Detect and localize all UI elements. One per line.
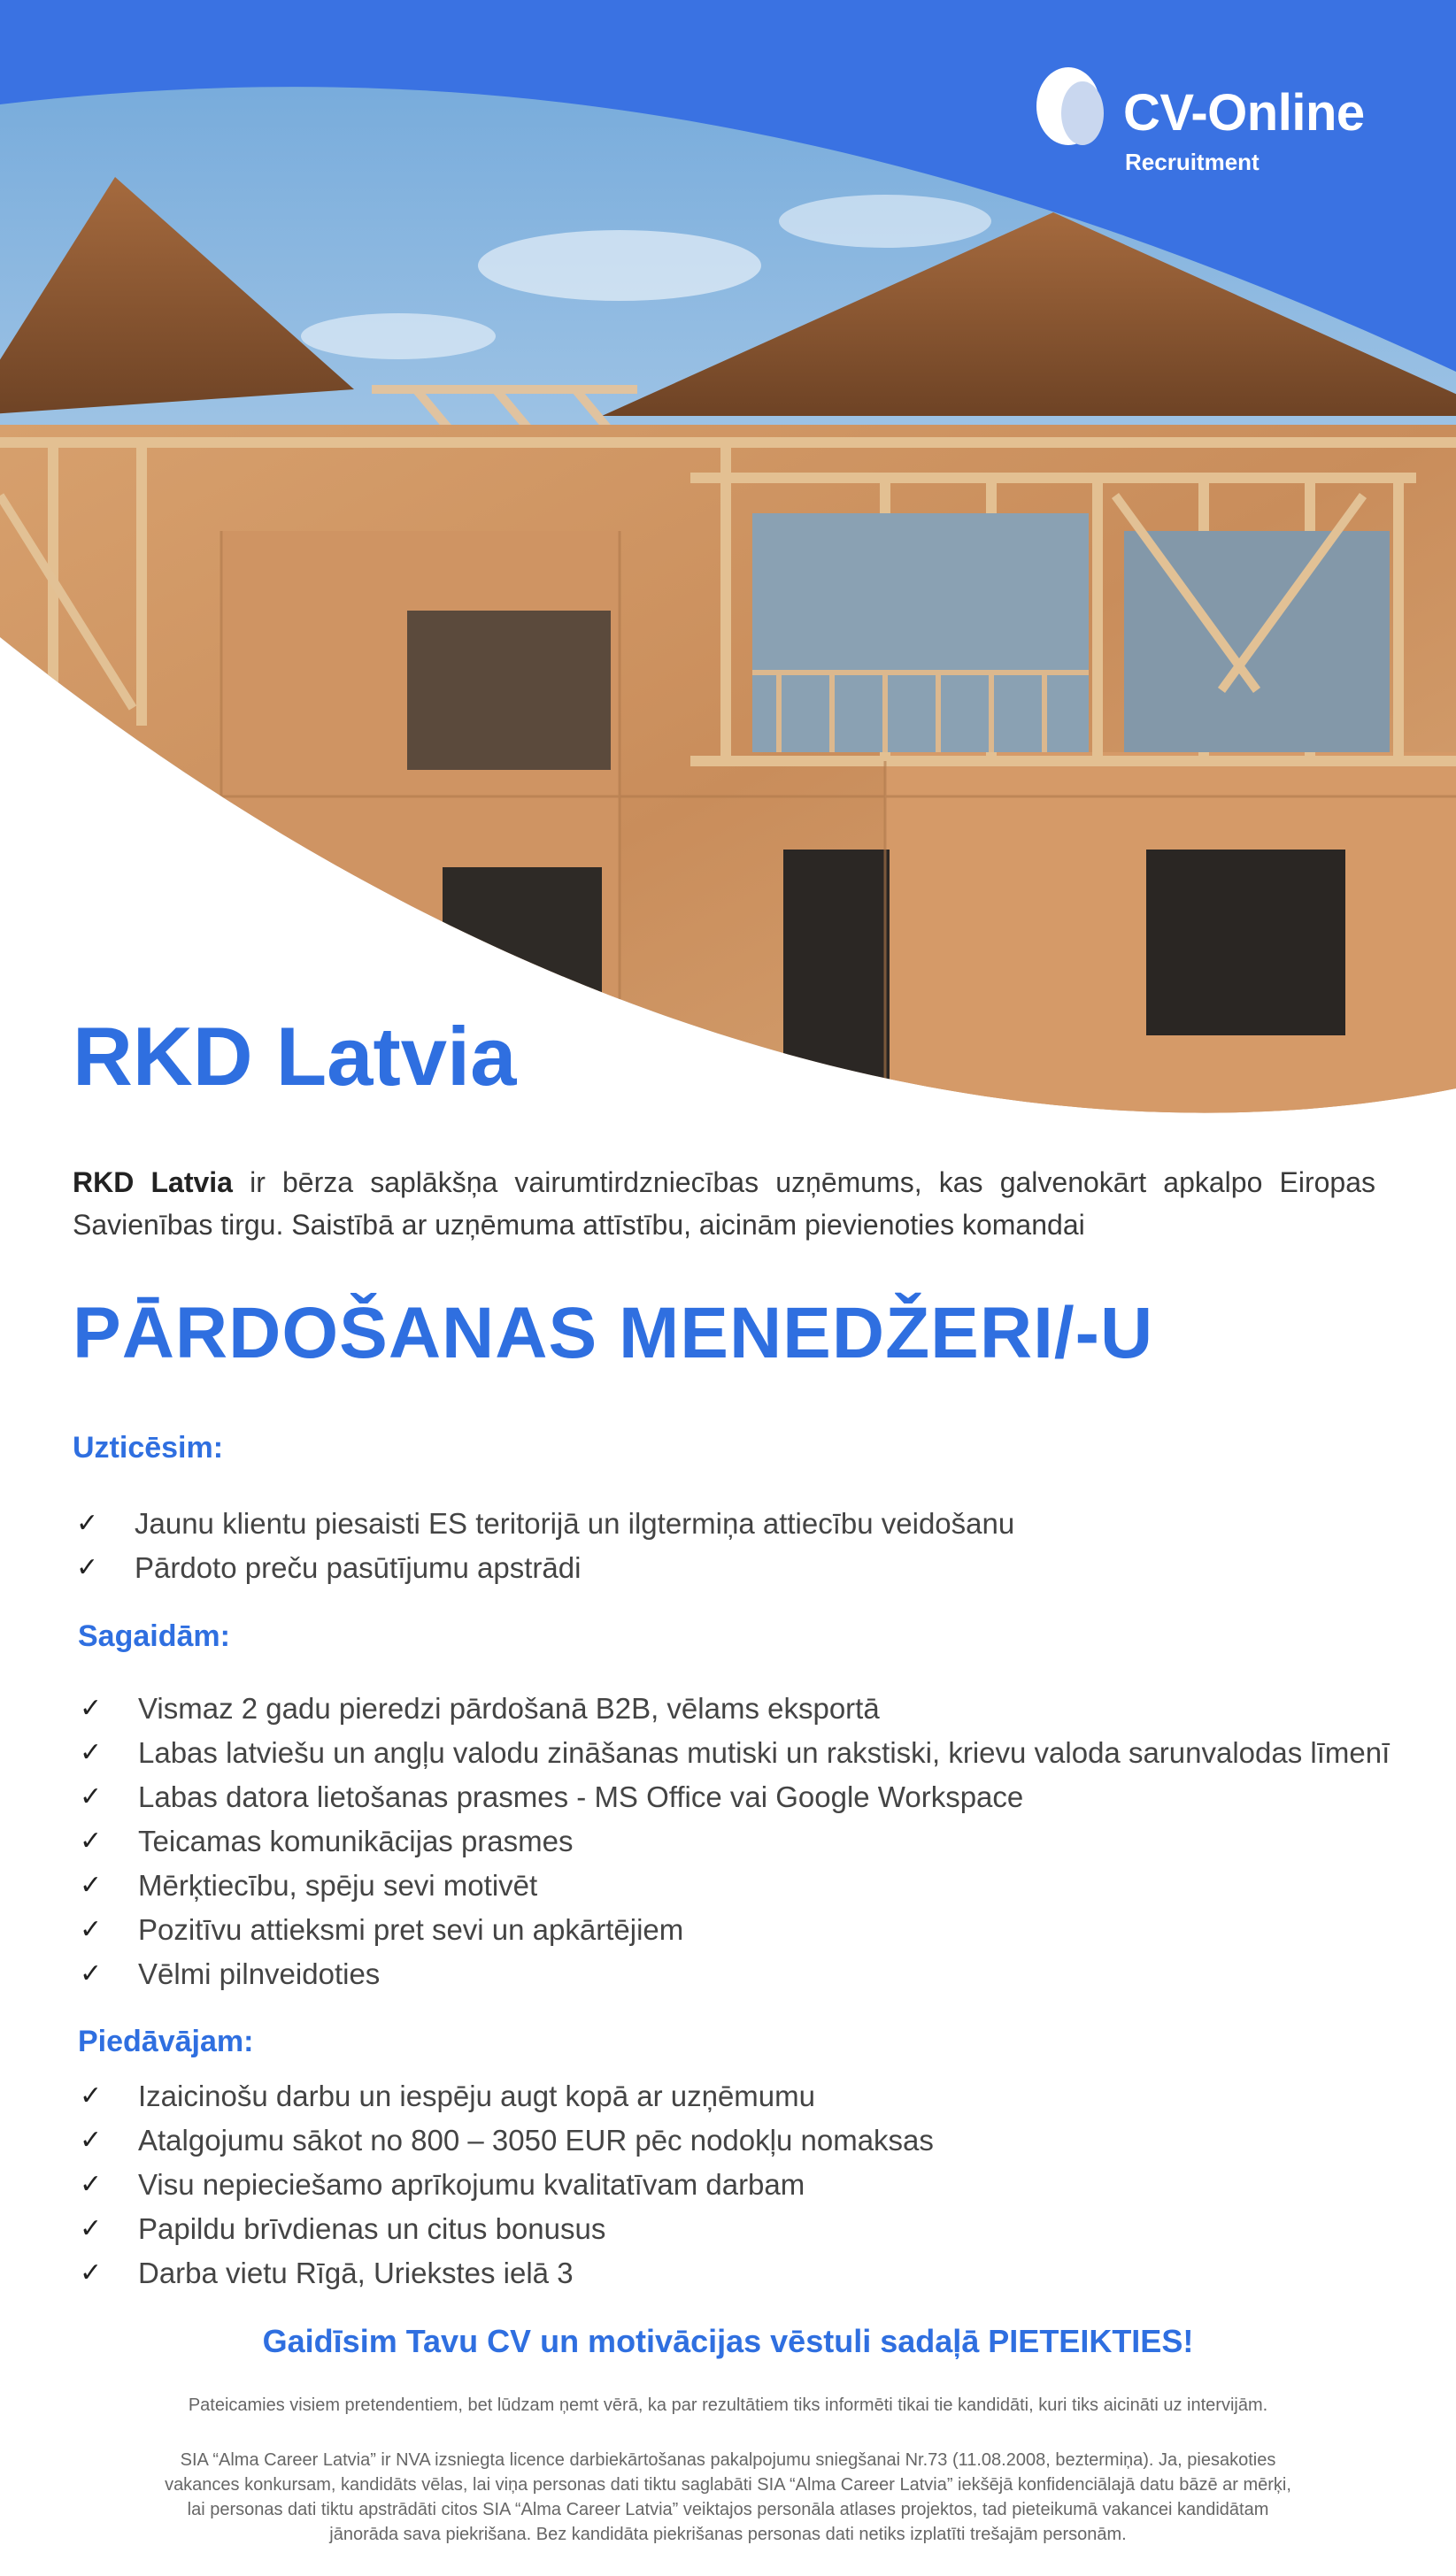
check-icon: ✓ <box>80 2125 103 2156</box>
legal-line-1: SIA “Alma Career Latvia” ir NVA izsniegta licence darbiekārtošanas pakalpojumu sniegšanai Nr.73 (11.08.2008, beztermiņa). Ja, piesakoties <box>180 2450 1276 2470</box>
check-icon: ✓ <box>80 1737 103 1768</box>
company-title: RKD Latvia <box>73 1010 517 1103</box>
list-item: ✓ Labas datora lietošanas prasmes - MS Office vai Google Workspace <box>80 1775 1425 1819</box>
section-title-tasks: Uzticēsim: <box>73 1431 224 1465</box>
apply-call-to-action: Gaidīsim Tavu CV un motivācijas vēstuli sadaļā PIETEIKTIES! <box>262 2323 1194 2359</box>
logo-name: CV-Online <box>1123 84 1365 142</box>
list-item: ✓ Atalgojumu sākot no 800 – 3050 EUR pēc nodokļu nomaksas <box>80 2118 1425 2163</box>
check-icon: ✓ <box>80 1914 103 1945</box>
check-icon: ✓ <box>80 1693 103 1724</box>
list-item: ✓ Darba vietu Rīgā, Uriekstes ielā 3 <box>80 2251 1425 2295</box>
legal-line-2: vakances konkursam, kandidāts vēlas, lai viņa personas dati tiktu saglabāti SIA “Alma Career Latvia” iekšējā konfidenciālajā datu bāzē ar mērķi, <box>165 2475 1291 2495</box>
list-item: ✓ Papildu brīvdienas un citus bonusus <box>80 2207 1425 2251</box>
offer-list <box>80 2074 1425 2295</box>
position-title: PĀRDOŠANAS MENEDŽERI/-U <box>73 1293 1154 1373</box>
check-icon: ✓ <box>76 1508 99 1539</box>
list-item: ✓ Pozitīvu attieksmi pret sevi un apkārtējiem <box>80 1908 1425 1952</box>
section-title-offer: Piedāvājam: <box>78 2025 254 2058</box>
legal-line-4: jānorāda sava piekrišana. Bez kandidāta piekrišanas personas dati netiks izplatīti trešajām personām. <box>329 2525 1127 2544</box>
tasks-list <box>76 1502 1421 1590</box>
check-icon: ✓ <box>76 1552 99 1583</box>
list-item: ✓ Labas latviešu un angļu valodu zināšanas mutiski un rakstiski, krievu valoda sarunvalodas līmenī <box>80 1731 1425 1775</box>
check-icon: ✓ <box>80 2169 103 2200</box>
check-icon: ✓ <box>80 1826 103 1857</box>
legal-line-3: lai personas dati tiktu apstrādāti citos SIA “Alma Career Latvia” veiktajos personāla atlases projektos, tad pieteikumā vakancei kandidātam <box>187 2500 1269 2519</box>
check-icon: ✓ <box>80 1870 103 1901</box>
company-intro <box>73 1161 1375 1246</box>
list-item: ✓ Izaicinošu darbu un iespēju augt kopā ar uzņēmumu <box>80 2074 1425 2118</box>
requirements-list <box>80 1687 1425 1996</box>
check-icon: ✓ <box>80 2080 103 2111</box>
check-icon: ✓ <box>80 2257 103 2288</box>
list-item: ✓ Vēlmi pilnveidoties <box>80 1952 1425 1996</box>
list-item: ✓ Vismaz 2 gadu pieredzi pārdošanā B2B, vēlams eksportā <box>80 1687 1425 1731</box>
cv-online-logo <box>1031 62 1403 186</box>
check-icon: ✓ <box>80 1958 103 1989</box>
list-item: ✓ Mērķtiecību, spēju sevi motivēt <box>80 1864 1425 1908</box>
intro-text: ir bērza saplākšņa vairumtirdzniecības uzņēmums, kas galvenokārt apkalpo Eiropas Savienības tirgu. Saistībā ar uzņēmuma attīstību, aicinām pievienoties komandai <box>73 1166 1375 1241</box>
list-item: ✓ Visu nepieciešamo aprīkojumu kvalitatīvam darbam <box>80 2163 1425 2207</box>
intro-company-name: RKD Latvia <box>73 1166 233 1198</box>
check-icon: ✓ <box>80 2213 103 2244</box>
list-item: ✓ Jaunu klientu piesaisti ES teritorijā un ilgtermiņa attiecību veidošanu <box>76 1502 1421 1546</box>
section-title-requirements: Sagaidām: <box>78 1619 230 1653</box>
logo-subtitle: Recruitment <box>1125 149 1260 175</box>
thanks-note: Pateicamies visiem pretendentiem, bet lūdzam ņemt vērā, ka par rezultātiem tiks informēti tikai tie kandidāti, kuri tiks aicināti uz intervijām. <box>188 2395 1268 2415</box>
list-item: ✓ Teicamas komunikācijas prasmes <box>80 1819 1425 1864</box>
check-icon: ✓ <box>80 1781 103 1812</box>
logo-mark-icon <box>1031 62 1120 150</box>
list-item: ✓ Pārdoto preču pasūtījumu apstrādi <box>76 1546 1421 1590</box>
